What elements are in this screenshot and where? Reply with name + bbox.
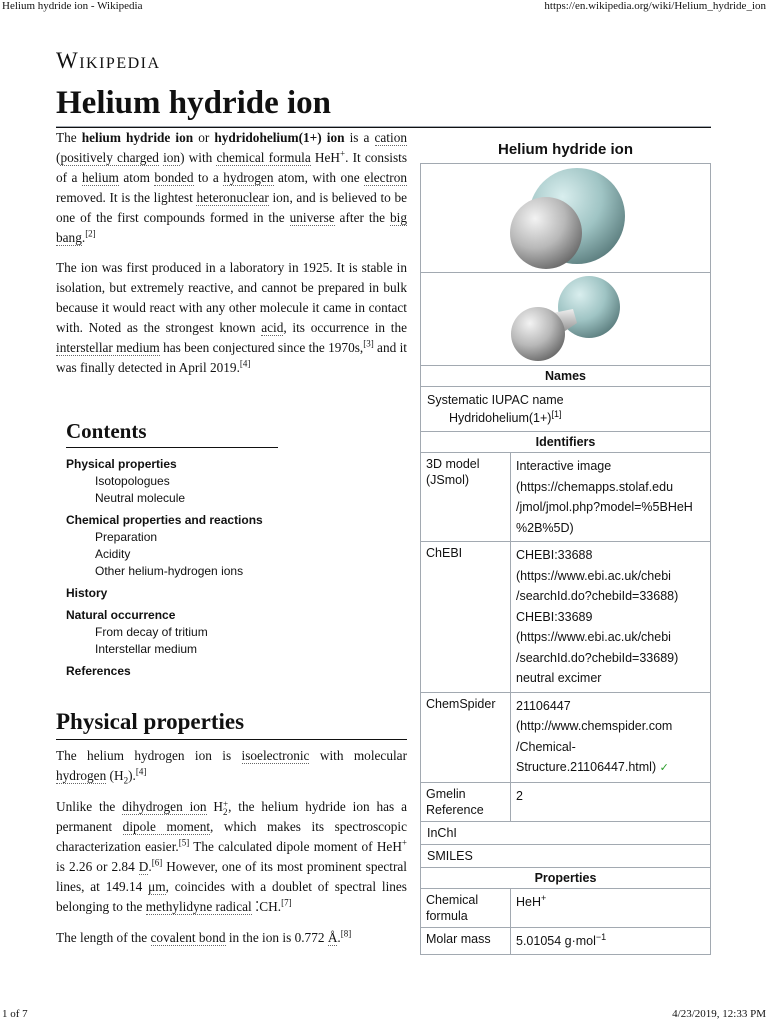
ref-6[interactable]: [6]	[151, 857, 163, 868]
label-gmelin: Gmelin Reference	[421, 783, 511, 821]
row-chemical-formula	[421, 889, 710, 928]
toc-item-isotopologues[interactable]: Isotopologues	[95, 474, 170, 488]
label-molar-mass: Molar mass	[421, 928, 511, 955]
value-3d-model[interactable]: Interactive image (https://chemapps.stolaf.edu /jmol/jmol.php?model=%5BHeH %2B%5D)	[516, 459, 693, 535]
iupac-label: Systematic IUPAC name	[427, 393, 564, 407]
link-bonded[interactable]: bonded	[154, 170, 194, 185]
label-chemical-formula: Chemical formula	[421, 889, 511, 927]
link-universe[interactable]: universe	[289, 210, 335, 225]
label-chemspider: ChemSpider	[421, 693, 511, 782]
link-positively-charged[interactable]: positively charged	[60, 150, 159, 165]
link-big-bang[interactable]: big bang	[56, 210, 407, 245]
print-header-url: https://en.wikipedia.org/wiki/Helium_hydride_ion	[544, 0, 766, 12]
ref-5[interactable]: [5]	[178, 837, 190, 848]
link-interstellar-medium[interactable]: interstellar medium	[56, 340, 160, 355]
row-3d-model	[421, 453, 710, 542]
toc-item-history[interactable]: History	[66, 586, 108, 600]
infobox-caption: Helium hydride ion	[497, 141, 633, 158]
intro-paragraph-1: The helium hydride ion or hydridohelium(1+) ion is a cation (positively charged ion) with chemical formula HeH+. It consists of a helium atom bonded to a hydrogen atom, with one electron removed. It is the lightest heteronuclear ion, and is believed to be one of the first compounds formed in the universe after the big bang.[2]	[56, 130, 407, 245]
iupac-value: Hydridohelium(1+)	[449, 411, 552, 425]
value-gmelin: 2	[516, 788, 523, 803]
infobox	[420, 138, 711, 955]
print-header-title: Helium hydride ion - Wikipedia	[2, 0, 143, 12]
link-dihydrogen-ion[interactable]: dihydrogen ion	[122, 799, 207, 814]
value-chemical-formula: HeH+	[516, 892, 547, 909]
toc-item-chemical-properties[interactable]: Chemical properties and reactions	[66, 513, 263, 527]
verified-check-icon: ✓	[659, 762, 669, 774]
term-hydridohelium: hydridohelium(1+) ion	[214, 130, 345, 145]
spacefill-molecule-icon	[421, 164, 710, 272]
iupac-name	[421, 387, 710, 432]
print-header	[0, 0, 768, 16]
toc-item-interstellar-medium[interactable]: Interstellar medium	[95, 642, 198, 656]
ref-4[interactable]: [4]	[239, 358, 251, 369]
molecule-image-ball-and-stick[interactable]	[421, 273, 710, 366]
link-isoelectronic[interactable]: isoelectronic	[241, 748, 310, 763]
toc-item-tritium-decay[interactable]: From decay of tritium	[95, 625, 208, 639]
link-micrometre[interactable]: μm	[148, 879, 166, 894]
ref-2[interactable]: [2]	[85, 228, 96, 239]
toc-item-preparation[interactable]: Preparation	[95, 530, 158, 544]
link-helium[interactable]: helium	[81, 170, 119, 185]
physical-paragraph-3: The length of the covalent bond in the ion is 0.772 Å.[8]	[56, 928, 352, 945]
link-chemical-formula[interactable]: chemical formula	[216, 150, 311, 165]
link-molecular-hydrogen[interactable]: hydrogen	[56, 768, 107, 783]
physical-paragraph-1: The helium hydrogen ion is isoelectronic with molecular hydrogen $(H_2).[4]$	[56, 748, 408, 786]
table-of-contents	[66, 419, 278, 680]
link-acid[interactable]: acid	[261, 320, 284, 335]
infobox-header-names: Names	[421, 366, 710, 387]
section-heading-physical-properties: Physical properties	[56, 709, 407, 740]
link-debye[interactable]: D	[138, 859, 149, 874]
molecule-image-spacefill[interactable]	[421, 164, 710, 273]
ref-4b[interactable]: [4]	[135, 766, 147, 777]
toc-item-neutral-molecule[interactable]: Neutral molecule	[95, 491, 186, 505]
toc-item-other-ions[interactable]: Other helium-hydrogen ions	[95, 564, 244, 578]
page-title: Helium hydride ion	[56, 85, 332, 121]
row-gmelin	[421, 783, 710, 822]
ref-7[interactable]: [7]	[281, 897, 292, 908]
physical-properties-body	[56, 746, 407, 959]
label-3d-model: 3D model (JSmol)	[421, 453, 511, 541]
ref-8[interactable]: [8]	[340, 928, 352, 939]
toc-item-physical-properties[interactable]: Physical properties	[66, 457, 177, 471]
link-dipole-moment[interactable]: dipole moment	[122, 819, 211, 834]
link-methylidyne-radical[interactable]: methylidyne radical	[145, 899, 252, 914]
link-ion[interactable]: ion	[163, 150, 181, 165]
value-chemspider[interactable]: 21106447 (http://www.chemspider.com /Chemical- Structure.21106447.html) ✓	[516, 698, 673, 774]
row-molar-mass	[421, 928, 710, 955]
ref-1[interactable]: [1]	[551, 408, 562, 419]
link-heteronuclear[interactable]: heteronuclear	[196, 190, 269, 205]
print-timestamp: 4/23/2019, 12:33 PM	[672, 1008, 766, 1020]
link-cation[interactable]: cation	[374, 130, 407, 145]
page-count: 1 of 7	[2, 1008, 28, 1020]
infobox-header-properties: Properties	[421, 868, 710, 889]
link-covalent-bond[interactable]: covalent bond	[150, 930, 226, 945]
intro-paragraph-2: The ion was first produced in a laboratory in 1925. It is stable in isolation, but extremely reactive, and cannot be prepared in bulk because it would react with any other molecule it came in contact with. Noted as the strongest known acid, its occurrence in the interstellar medium has been conjectured since the 1970s,[3] and it was finally detected in April 2019.[4]	[56, 260, 407, 375]
wikipedia-logo[interactable]: Wikipedia	[56, 48, 161, 73]
row-inchi[interactable]: InChI	[421, 822, 710, 845]
value-molar-mass: 5.01054 g·mol$^{-1}$	[516, 931, 607, 948]
value-chebi[interactable]: CHEBI:33688 (https://www.ebi.ac.uk/chebi /searchId.do?chebiId=33688) CHEBI:33689 (https://www.ebi.ac.uk/chebi /searchId.do?chebiId=33689) neutral excimer	[516, 548, 679, 685]
row-chebi	[421, 542, 710, 693]
toc-item-references[interactable]: References	[66, 664, 131, 678]
toc-item-acidity[interactable]: Acidity	[95, 547, 131, 561]
row-chemspider	[421, 693, 710, 783]
link-angstrom[interactable]: Å	[327, 930, 338, 945]
ref-3[interactable]: [3]	[363, 338, 374, 349]
print-footer	[0, 1008, 768, 1024]
term-helium-hydride-ion: helium hydride ion	[81, 130, 194, 145]
ball-and-stick-molecule-icon	[421, 273, 710, 365]
label-chebi: ChEBI	[421, 542, 511, 692]
link-electron[interactable]: electron	[364, 170, 407, 185]
infobox-table	[420, 163, 711, 955]
intro	[56, 128, 407, 388]
row-smiles[interactable]: SMILES	[421, 845, 710, 868]
physical-paragraph-2: Unlike the dihydrogen ion H + 2 , the helium hydride ion has a permanent dipole moment, which makes its spectroscopic characterization easier.[5] The calculated dipole moment of HeH+ is 2.26 or 2.84 D.[6] However, one of its most prominent spectral lines, at 149.14 μm, coincides with a doublet of spectral lines belonging to the methylidyne radical ⁚CH.[7]	[56, 798, 407, 914]
link-hydrogen[interactable]: hydrogen	[223, 170, 274, 185]
infobox-header-identifiers: Identifiers	[421, 432, 710, 453]
toc-title: Contents	[66, 419, 278, 448]
toc-item-natural-occurrence[interactable]: Natural occurrence	[66, 608, 176, 622]
